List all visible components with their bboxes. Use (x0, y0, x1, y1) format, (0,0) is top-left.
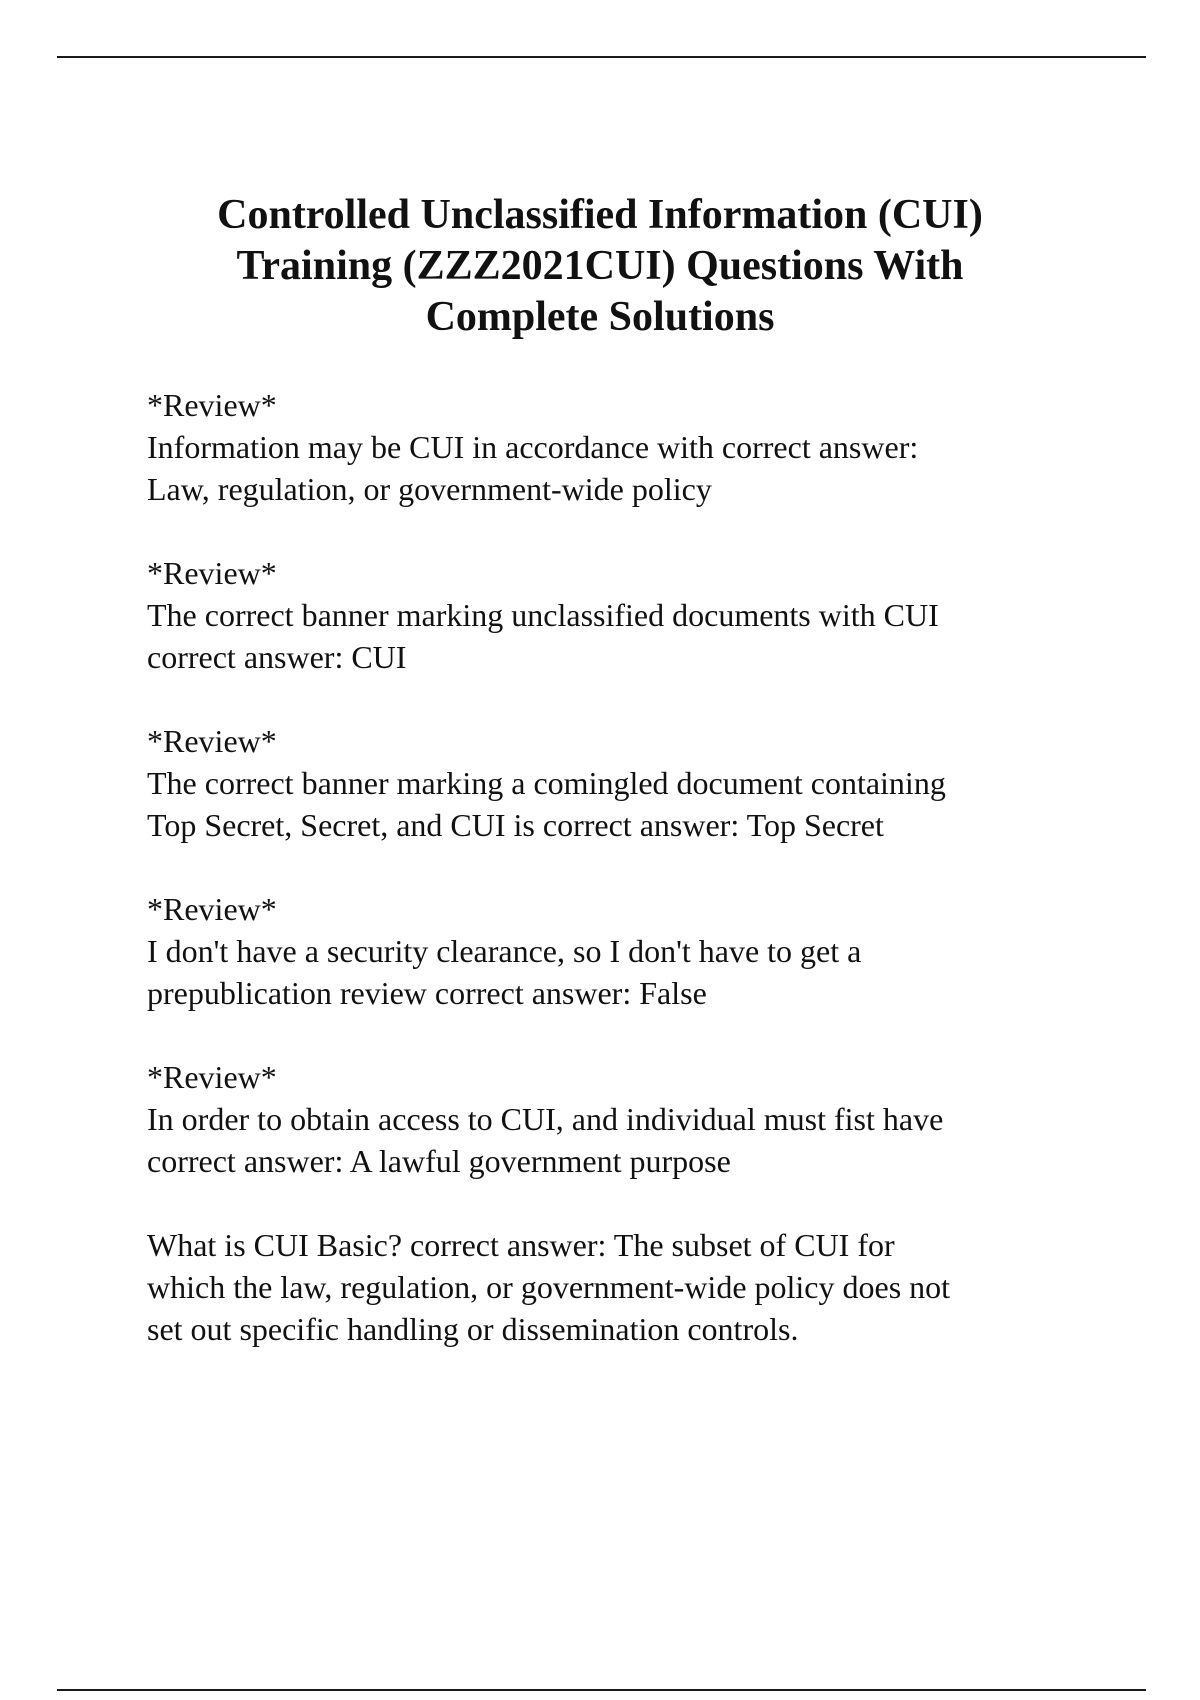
qa-list (147, 384, 1087, 1392)
qa-text-line: Top Secret, Secret, and CUI is correct answer: Top Secret (147, 807, 884, 843)
qa-text-line: What is CUI Basic? correct answer: The subset of CUI for (147, 1227, 895, 1263)
qa-text-line: The correct banner marking unclassified documents with CUI (147, 597, 939, 633)
document-title (150, 190, 1050, 343)
qa-text-line: I don't have a security clearance, so I don't have to get a (147, 933, 862, 969)
qa-item-6 (147, 1224, 1087, 1350)
title-line-2: Training (ZZZ2021CUI) Questions With (236, 243, 964, 289)
qa-text-line: which the law, regulation, or government-wide policy does not (147, 1269, 951, 1305)
bottom-rule (57, 1689, 1146, 1691)
qa-text-line: prepublication review correct answer: False (147, 975, 707, 1011)
qa-item-2 (147, 552, 1087, 678)
review-label: *Review* (147, 555, 277, 591)
qa-text-line: The correct banner marking a comingled document containing (147, 765, 946, 801)
title-line-1: Controlled Unclassified Information (CUI) (217, 192, 983, 238)
qa-text-line: correct answer: A lawful government purpose (147, 1143, 731, 1179)
title-line-3: Complete Solutions (425, 294, 775, 340)
qa-text-line: set out specific handling or dissemination controls. (147, 1311, 799, 1347)
qa-item-4 (147, 888, 1087, 1014)
review-label: *Review* (147, 1059, 277, 1095)
qa-item-1 (147, 384, 1087, 510)
qa-text-line: Information may be CUI in accordance with correct answer: (147, 429, 919, 465)
qa-text-line: correct answer: CUI (147, 639, 407, 675)
qa-text-line: In order to obtain access to CUI, and individual must fist have (147, 1101, 944, 1137)
review-label: *Review* (147, 723, 277, 759)
qa-item-3 (147, 720, 1087, 846)
review-label: *Review* (147, 891, 277, 927)
qa-item-5 (147, 1056, 1087, 1182)
qa-text-line: Law, regulation, or government-wide policy (147, 471, 712, 507)
review-label: *Review* (147, 387, 277, 423)
top-rule (57, 56, 1146, 58)
